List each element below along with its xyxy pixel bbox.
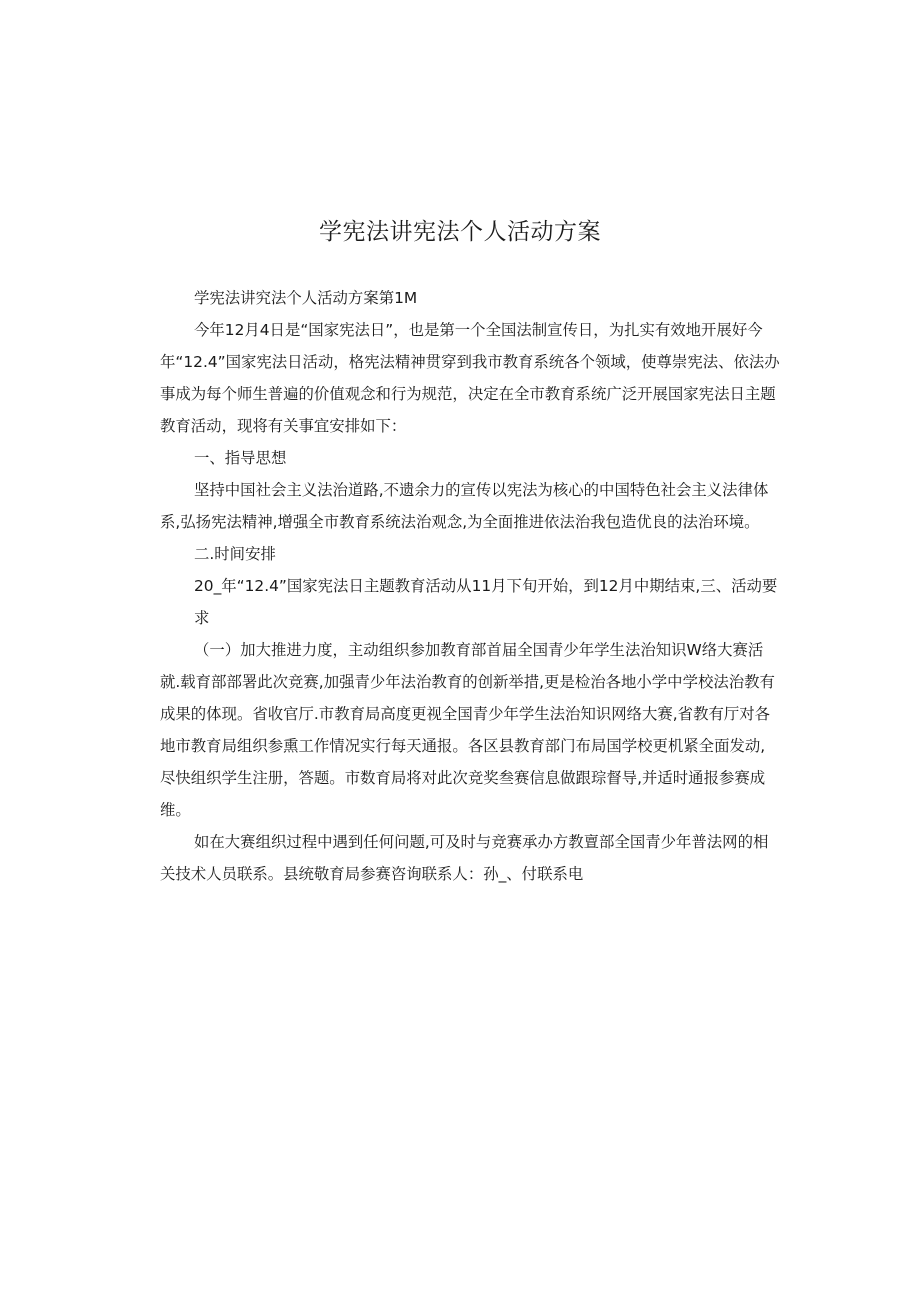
section-heading-schedule: 二.时间安排 bbox=[194, 545, 276, 563]
guiding-ideology-paragraph: 坚持中国社会主义法治道路,不遗余力的宣传以宪法为核心的中国特色社会主义法律体系,弘扬宪法精神,增强全市教育系统法治观念,为全面推进依法治我包造优良的法治环境。 bbox=[160, 481, 769, 531]
contact-paragraph: 如在大赛组织过程中遇到任何问题,可及时与竞赛承办方教亶部全国青少年普法网的相关技术人员联系。县统敬育局参赛咨询联系人：孙_、付联系电 bbox=[160, 833, 769, 883]
section-heading-guiding-ideology: 一、指导思想 bbox=[194, 449, 287, 467]
document-title: 学宪法讲宪法个人活动方案 bbox=[319, 219, 601, 245]
schedule-paragraph-line1: 20_年“12.4”国家宪法日主题教育活动从11月下旬开始，到12月中期结束,三、活动要 bbox=[194, 577, 778, 595]
subtitle-paragraph: 学宪法讲究法个人活动方案第1M bbox=[194, 289, 418, 307]
activity-requirement-paragraph: （一）加大推进力度，主动组织参加教育部首届全国青少年学生法治知识W络大赛活就.载育部部署此次竞赛,加强青少年法治教育的创新举措,更是检治各地小学中学校法治教有成果的体现。省收官厅.市教育局高度更视全国青少年学生法治知识网络大赛,省教有厅对各地市教育局组织参熏工作情况实行每天通报。各区县教育部门布局国学校更机紧全面发动,尽快组织学生注册，答题。市数育局将对此次竞奖叁赛信息做跟琮督导,并适时通报参赛成维。 bbox=[160, 641, 775, 819]
intro-paragraph: 今年12月4日是“国家宪法日”，也是第一个全国法制宣传日，为扎实有效地开展好今年“12.4”国家宪法日活动，格宪法精神贯穿到我市教育系统各个领域，使尊崇宪法、依法办事成为每个师生普遍的价值观念和行为规范，决定在全市教育系统广泛开展国家宪法日主题教育活动，现将有关事宜安排如下： bbox=[160, 321, 780, 435]
document-body bbox=[160, 282, 780, 890]
schedule-paragraph-line2: 求 bbox=[194, 609, 210, 627]
